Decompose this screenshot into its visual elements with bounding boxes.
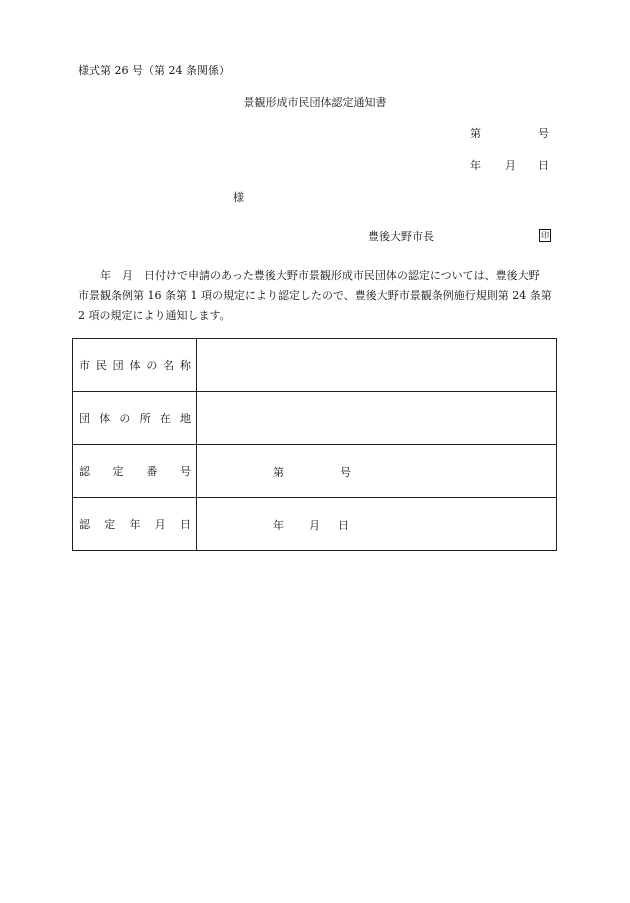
value-group-address — [197, 392, 557, 445]
notice-body-line: 市景観条例第 16 条第 1 項の規定により認定したので、豊後大野市景観条例施行規則第 24 条第 — [78, 289, 552, 302]
table-row-certification-number — [73, 445, 557, 498]
label-char: 称 — [179, 359, 191, 372]
cert-date-day: 日 — [338, 519, 349, 532]
date-month-label: 月 — [505, 159, 516, 172]
table-row-group-name — [73, 339, 557, 392]
value-certification-number — [197, 445, 557, 498]
label-char: 体 — [99, 412, 111, 425]
seal-icon: 印 — [541, 231, 549, 240]
notice-body-line: 2 項の規定により通知します。 — [78, 309, 231, 322]
date-day-label: 日 — [538, 159, 549, 172]
label-char: 日 — [180, 518, 191, 531]
document-title: 景観形成市民団体認定通知書 — [243, 96, 387, 109]
reference-dai-label: 第 — [470, 127, 481, 140]
cert-number-dai: 第 — [273, 466, 284, 479]
cert-date-month: 月 — [309, 519, 320, 532]
label-char: 認 — [79, 465, 90, 478]
label-char: 所 — [139, 412, 151, 425]
label-certification-date — [73, 498, 197, 551]
issuer-name: 豊後大野市長 — [368, 230, 434, 243]
label-certification-number — [73, 445, 197, 498]
label-char: 認 — [79, 518, 90, 531]
label-char: 団 — [112, 359, 124, 372]
notice-body — [78, 266, 558, 326]
label-char: 名 — [163, 359, 175, 372]
cert-date-year: 年 — [273, 519, 284, 532]
label-char: 市 — [79, 359, 90, 372]
label-char: 号 — [179, 465, 191, 478]
label-group-name — [73, 339, 197, 392]
label-char: の — [119, 412, 131, 425]
form-number: 様式第 26 号（第 24 条関係） — [78, 64, 230, 77]
label-char: 団 — [79, 412, 90, 425]
reference-go-label: 号 — [538, 127, 549, 140]
label-group-address — [73, 392, 197, 445]
label-char: 地 — [179, 412, 191, 425]
addressee-honorific: 様 — [233, 191, 244, 204]
cert-number-go: 号 — [340, 466, 351, 479]
date-year-label: 年 — [470, 159, 481, 172]
label-char: 在 — [159, 412, 171, 425]
label-char: 体 — [129, 359, 141, 372]
label-char: 民 — [95, 359, 107, 372]
notice-body-line: 年 月 日付けで申請のあった豊後大野市景観形成市民団体の認定については、豊後大野 — [78, 269, 540, 282]
table-row-group-address — [73, 392, 557, 445]
label-char: 年 — [129, 518, 141, 531]
value-certification-date — [197, 498, 557, 551]
label-char: 定 — [112, 465, 124, 478]
label-char: の — [146, 359, 158, 372]
table-row-certification-date — [73, 498, 557, 551]
label-char: 定 — [104, 518, 116, 531]
label-char: 月 — [154, 518, 166, 531]
group-info-table — [72, 338, 557, 551]
value-group-name — [197, 339, 557, 392]
label-char: 番 — [146, 465, 158, 478]
